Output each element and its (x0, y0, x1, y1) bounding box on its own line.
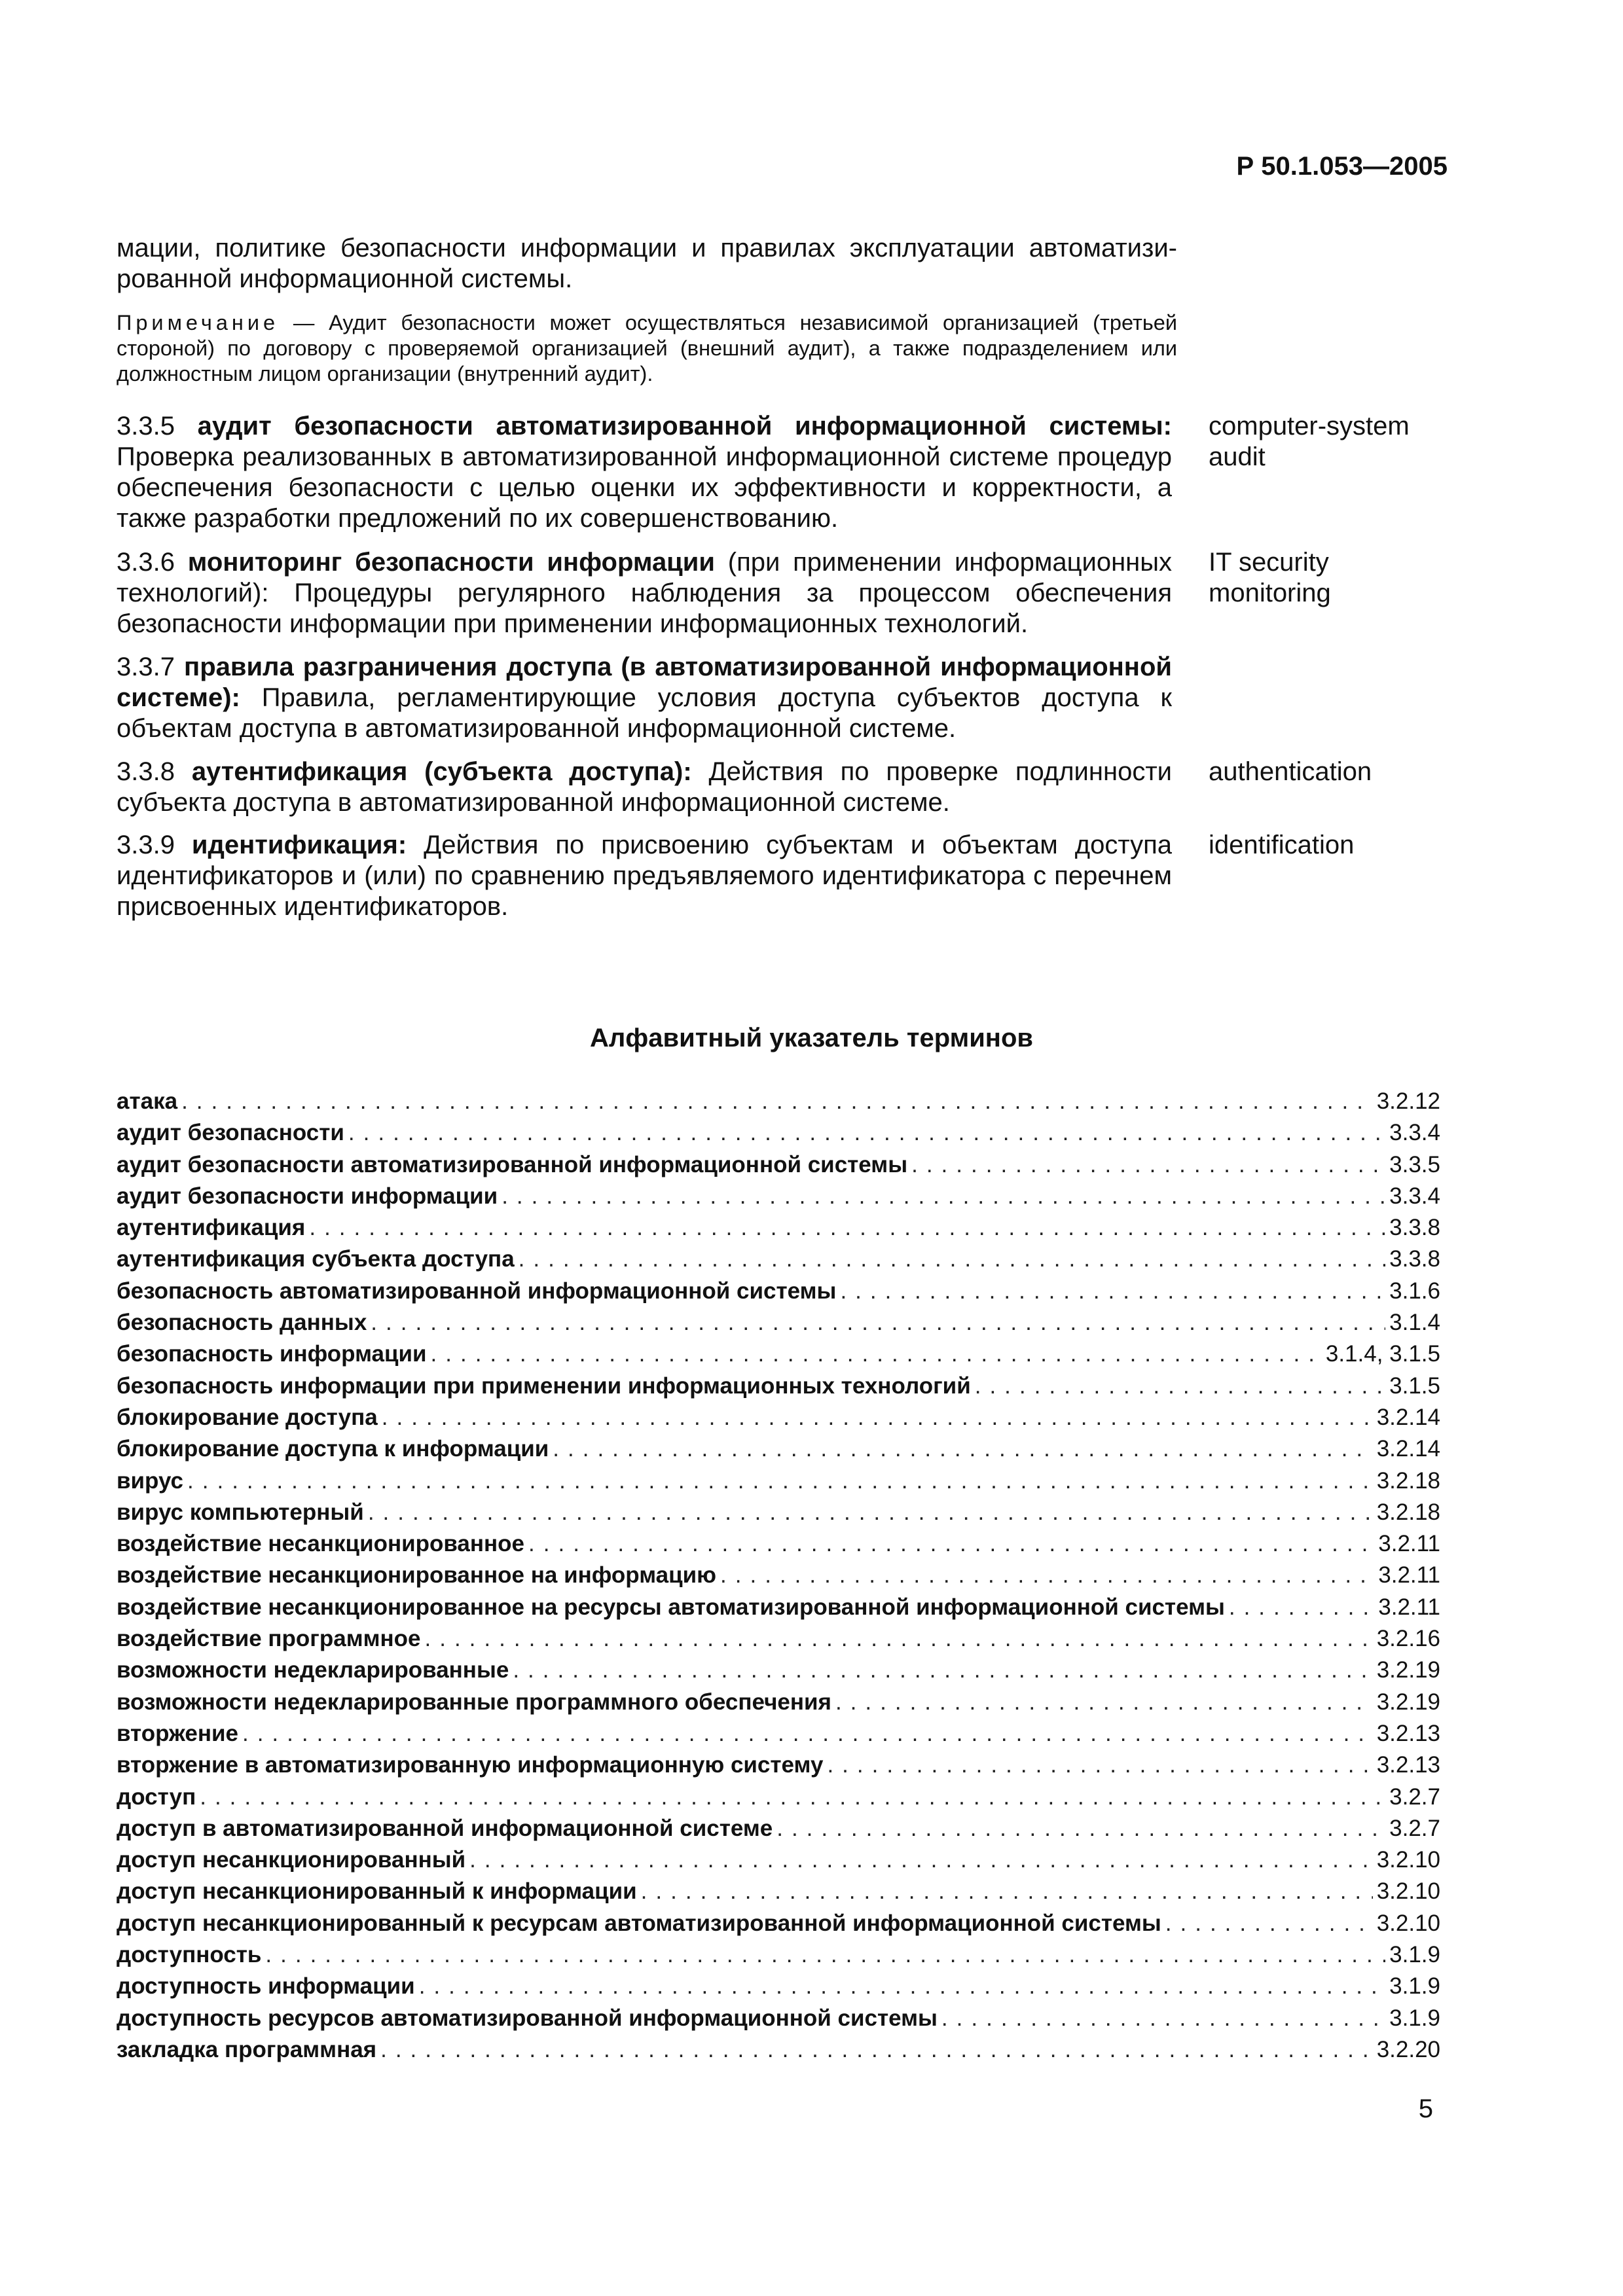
index-row (117, 1942, 1440, 1973)
index-ref: 3.2.7 (1389, 1784, 1440, 1810)
leader-dots (371, 1310, 1385, 1336)
index-ref: 3.2.18 (1376, 1467, 1440, 1494)
term-definition: (при применении информационных технологий): Процедуры регулярного наблюдения за процессом обеспечения безопасности информации при применении информационных технологий. (117, 548, 1172, 638)
term-english: computer-system audit (1209, 412, 1410, 471)
index-ref: 3.2.18 (1376, 1499, 1440, 1525)
index-ref: 3.3.4 (1389, 1183, 1440, 1209)
index-ref: 3.2.16 (1376, 1626, 1440, 1652)
term-definition-block (117, 411, 1172, 534)
leader-dots (380, 2037, 1373, 2063)
index-term: доступность (117, 1942, 262, 1968)
term-definition: Правила, регламентирующие условия доступа субъектов доступа к объектам доступа в автоматизированной информационной системе. (117, 683, 1172, 743)
index-row (117, 2005, 1440, 2037)
index-term: аудит безопасности автоматизированной информационной системы (117, 1151, 908, 1177)
index-row (117, 1973, 1440, 2005)
index-term: доступ несанкционированный к ресурсам автоматизированной информационной системы (117, 1910, 1161, 1936)
leader-dots (419, 1973, 1385, 2000)
leader-dots (1229, 1594, 1374, 1621)
page-number: 5 (1418, 2094, 1433, 2123)
index-ref: 3.2.10 (1376, 1847, 1440, 1873)
index-ref: 3.1.9 (1389, 2005, 1440, 2031)
index-row (117, 1373, 1440, 1405)
index-row (117, 1246, 1440, 1278)
leader-dots (1165, 1910, 1373, 1937)
leader-dots (835, 1689, 1373, 1715)
term-name: аудит безопасности автоматизированной информационной системы: (197, 412, 1172, 440)
index-term: безопасность информации (117, 1341, 427, 1367)
index-ref: 3.2.12 (1376, 1088, 1440, 1114)
index-row (117, 1468, 1440, 1499)
index-ref: 3.2.10 (1376, 1878, 1440, 1905)
index-row (117, 1721, 1440, 1752)
leader-dots (641, 1878, 1373, 1905)
index-row (117, 1626, 1440, 1657)
index-term: блокирование доступа к информации (117, 1436, 549, 1462)
leader-dots (309, 1215, 1385, 1241)
index-ref: 3.3.5 (1389, 1151, 1440, 1177)
index-row (117, 1910, 1440, 1942)
term-entry (117, 830, 1446, 922)
leader-dots (840, 1278, 1385, 1304)
index-row (117, 1405, 1440, 1436)
term-definition-block (117, 652, 1172, 744)
index-term: доступность информации (117, 1973, 415, 2000)
term-entry (117, 757, 1446, 818)
index-row (117, 1816, 1440, 1847)
term-name: идентификация: (191, 831, 407, 859)
index-ref: 3.1.6 (1389, 1278, 1440, 1304)
index-row (117, 1531, 1440, 1562)
term-number: 3.3.9 (117, 831, 175, 859)
index-row (117, 1215, 1440, 1246)
term-definition-block (117, 757, 1172, 818)
leader-dots (519, 1246, 1385, 1272)
index-row (117, 1120, 1440, 1151)
leader-dots (265, 1942, 1385, 1968)
index-row (117, 1088, 1440, 1120)
index-row (117, 1499, 1440, 1531)
leader-dots (975, 1373, 1385, 1399)
index-row (117, 1752, 1440, 1784)
index-term: безопасность данных (117, 1310, 367, 1336)
index-term: воздействие несанкционированное (117, 1531, 525, 1557)
index-term: аудит безопасности (117, 1120, 344, 1146)
index-term: доступ в автоматизированной информационной системе (117, 1815, 773, 1841)
term-definition: Действия по присвоению субъектам и объектам доступа идентификаторов и (или) по сравнению предъявляемого идентификатора с перечнем присвоенных идентификаторов. (117, 831, 1172, 921)
index-row (117, 1436, 1440, 1467)
term-english: authentication (1209, 757, 1372, 786)
leader-dots (382, 1405, 1373, 1431)
term-definition: Действия по проверке подлинности субъекта доступа в автоматизированной информационной системе. (117, 757, 1172, 817)
index-term: доступ (117, 1784, 196, 1810)
index-title: Алфавитный указатель терминов (590, 1024, 1033, 1052)
index-term: возможности недекларированные (117, 1657, 509, 1683)
index-term: возможности недекларированные программного обеспечения (117, 1689, 831, 1715)
term-number: 3.3.8 (117, 757, 175, 786)
index-ref: 3.2.13 (1376, 1720, 1440, 1746)
index-row (117, 1847, 1440, 1878)
index-ref: 3.2.10 (1376, 1910, 1440, 1936)
index-term: безопасность автоматизированной информационной системы (117, 1278, 837, 1304)
index-term: вторжение в автоматизированную информационную систему (117, 1752, 824, 1778)
index-row (117, 1562, 1440, 1594)
leader-dots (941, 2005, 1385, 2032)
leader-dots (469, 1847, 1373, 1873)
continuation-paragraph (117, 233, 1177, 295)
index-row (117, 1657, 1440, 1689)
term-name: правила разграничения доступа (в автоматизированной информационной системе): (117, 653, 1172, 712)
index-ref: 3.2.19 (1376, 1657, 1440, 1683)
term-number: 3.3.7 (117, 653, 175, 681)
term-definition-block (117, 547, 1172, 639)
index-term: закладка программная (117, 2036, 377, 2062)
index-term: аутентификация субъекта доступа (117, 1246, 515, 1272)
index-ref: 3.2.7 (1389, 1815, 1440, 1841)
index-ref: 3.2.20 (1376, 2036, 1440, 2062)
index-term: воздействие несанкционированное на информацию (117, 1562, 717, 1588)
leader-dots (348, 1120, 1385, 1146)
index-term: воздействие несанкционированное на ресурсы автоматизированной информационной системы (117, 1594, 1225, 1620)
index-ref: 3.2.11 (1378, 1562, 1440, 1588)
index-ref: 3.2.11 (1378, 1594, 1440, 1620)
index-row (117, 1594, 1440, 1626)
index-ref: 3.1.5 (1389, 1372, 1440, 1399)
term-entry (117, 411, 1446, 534)
term-index (117, 1088, 1440, 2068)
leader-dots (431, 1341, 1322, 1367)
term-name: мониторинг безопасности информации (187, 548, 715, 577)
index-term: блокирование доступа (117, 1404, 378, 1430)
term-definition-block (117, 830, 1172, 922)
index-term: аутентификация (117, 1215, 306, 1241)
index-term: вирус компьютерный (117, 1499, 364, 1525)
term-english: identification (1209, 831, 1355, 859)
index-row (117, 1341, 1440, 1372)
term-number: 3.3.6 (117, 548, 175, 577)
leader-dots (200, 1784, 1385, 1810)
term-definition: Проверка реализованных в автоматизированной информационной системе процедур обеспечения безопасности с целью оценки их эффективности и корректности, а также разработки предложений по их совершенствованию. (117, 442, 1172, 533)
index-row (117, 1310, 1440, 1341)
index-ref: 3.1.4, 3.1.5 (1325, 1341, 1440, 1367)
index-row (117, 1689, 1440, 1721)
term-name: аутентификация (субъекта доступа): (191, 757, 692, 786)
index-term: вирус (117, 1467, 184, 1494)
index-term: вторжение (117, 1720, 238, 1746)
leader-dots (242, 1721, 1373, 1747)
leader-dots (181, 1088, 1373, 1115)
note-label: Примечание (117, 311, 280, 334)
index-ref: 3.1.9 (1389, 1973, 1440, 2000)
index-ref: 3.2.19 (1376, 1689, 1440, 1715)
leader-dots (513, 1657, 1372, 1683)
index-row (117, 1278, 1440, 1310)
leader-dots (187, 1468, 1373, 1494)
continuation-text: мации, политике безопасности информации и правилах эксплуатации автоматизи-рованной информационной системы. (117, 234, 1177, 293)
leader-dots (776, 1816, 1385, 1842)
note-text: — Аудит безопасности может осуществляться независимой организацией (третьей стороной) по договору с проверяемой организацией (внешний аудит), а также подразделением или должностным лицом организации (внутренний аудит). (117, 311, 1177, 386)
index-term: безопасность информации при применении информационных технологий (117, 1372, 971, 1399)
index-term: аудит безопасности информации (117, 1183, 498, 1209)
leader-dots (827, 1752, 1372, 1778)
index-term: воздействие программное (117, 1626, 421, 1652)
term-number: 3.3.5 (117, 412, 175, 440)
index-ref: 3.2.14 (1376, 1436, 1440, 1462)
index-term: доступ несанкционированный к информации (117, 1878, 637, 1905)
leader-dots (553, 1436, 1372, 1462)
term-english: IT security monitoring (1209, 548, 1331, 607)
index-ref: 3.2.14 (1376, 1404, 1440, 1430)
index-ref: 3.2.13 (1376, 1752, 1440, 1778)
index-term: атака (117, 1088, 178, 1114)
leader-dots (425, 1626, 1373, 1652)
leader-dots (528, 1531, 1374, 1557)
index-row (117, 1784, 1440, 1816)
note-paragraph (117, 310, 1177, 387)
index-row (117, 1152, 1440, 1183)
leader-dots (911, 1152, 1385, 1178)
index-ref: 3.1.9 (1389, 1942, 1440, 1968)
leader-dots (501, 1183, 1385, 1210)
term-entry (117, 652, 1446, 744)
term-entry (117, 547, 1446, 639)
index-ref: 3.3.8 (1389, 1246, 1440, 1272)
index-row (117, 1183, 1440, 1215)
index-row (117, 2037, 1440, 2068)
index-term: доступ несанкционированный (117, 1847, 466, 1873)
leader-dots (368, 1499, 1373, 1526)
index-ref: 3.2.11 (1378, 1531, 1440, 1557)
leader-dots (720, 1562, 1374, 1588)
index-ref: 3.1.4 (1389, 1310, 1440, 1336)
index-term: доступность ресурсов автоматизированной информационной системы (117, 2005, 938, 2031)
index-ref: 3.3.8 (1389, 1215, 1440, 1241)
index-ref: 3.3.4 (1389, 1120, 1440, 1146)
document-code: Р 50.1.053—2005 (1236, 152, 1448, 181)
index-row (117, 1878, 1440, 1910)
